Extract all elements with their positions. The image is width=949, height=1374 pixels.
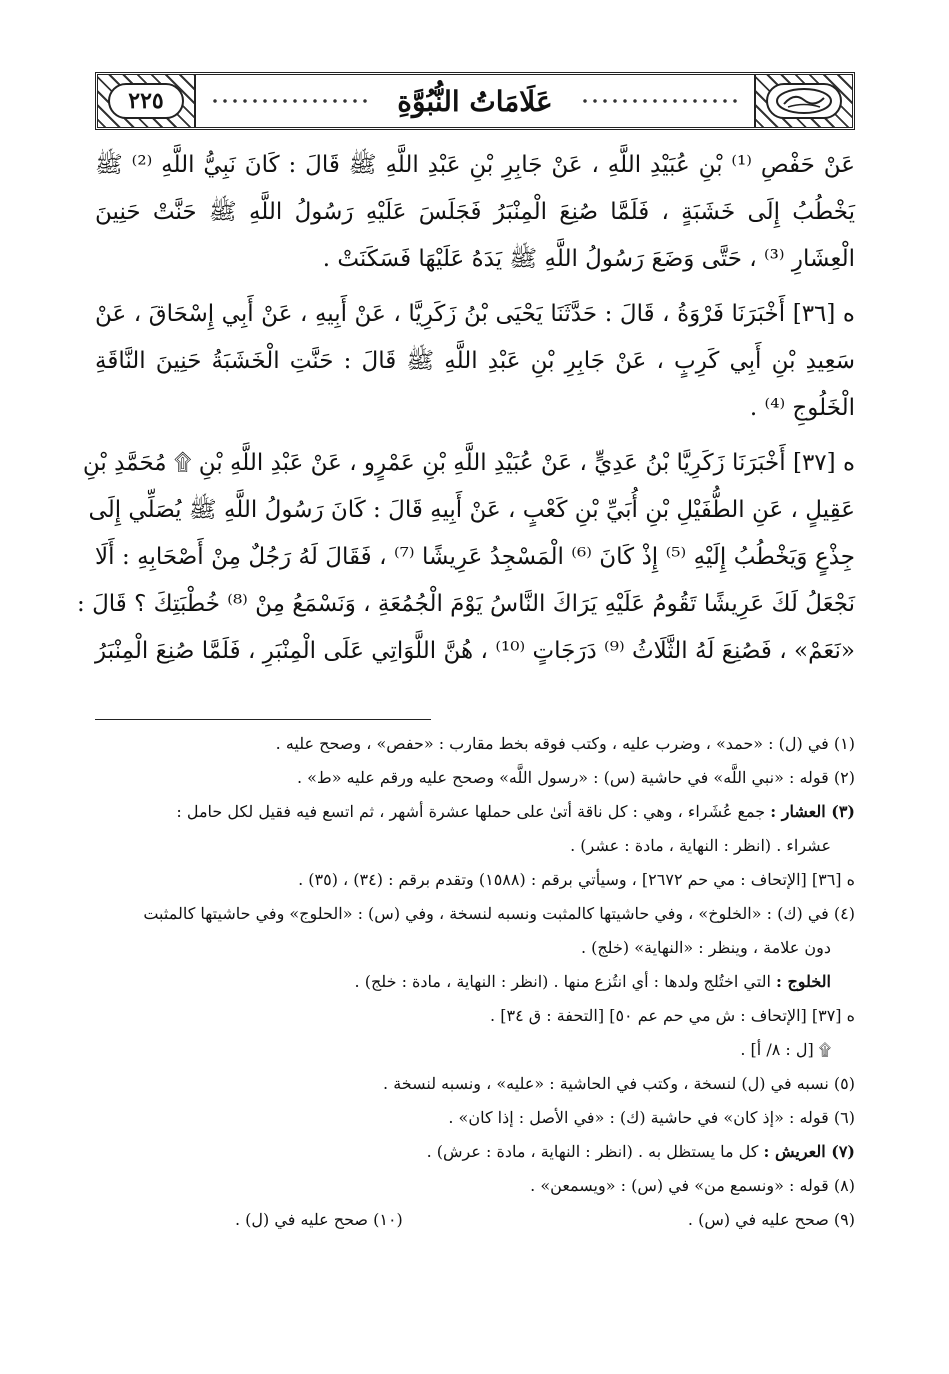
hadith-36 [95,291,855,432]
page-title: عَلَامَاتُ النُّبُوَّةِ [397,84,553,118]
footnotes [95,732,855,1242]
text-line: نَجْعَلُ لَكَ عَرِيشًا تَقُومُ عَلَيْهِ يَرَاكَ النَّاسُ يَوْمَ الْجُمُعَةِ ، وَنَسْمَعُ مِنْ ⁽⁸⁾ خُطْبَتِكَ ؟ قَالَ : [77,591,855,617]
page-header [95,72,855,130]
text-line: الْخَلُوجِ ⁽⁴⁾ . [749,395,855,421]
dotted-ornament [210,96,370,106]
footnote-9: (٩) صحح عليه في (س) . [687,1210,855,1229]
page-number: ٢٢٥ [128,88,164,114]
dotted-ornament [580,96,740,106]
footnote-10: (١٠) صحح عليه في (ل) . [235,1210,403,1229]
footnote-3 [95,800,855,825]
footnote-6: (٦) قوله : «إذ كان» في حاشية (ك) : «في الأصل : إذا كان» . [448,1108,855,1127]
reference-37: ه [٣٧] [الإتحاف : ش مي حم عم ٥٠] [التحفة : ق ٣٤] . [490,1006,855,1025]
text-line: «نَعَمْ» ، فَصُنِعَ لَهُ الثَّلَاثُ ⁽⁹⁾ دَرَجَاتٍ ⁽¹⁰⁾ ، هُنَّ اللَّوَاتِي عَلَى الْمِنْبَرِ ، فَلَمَّا صُنِعَ الْمِنْبَرُ [95,638,855,664]
footnote-7 [95,1140,855,1165]
footnote-term: الخلوج : [775,972,831,991]
footnote-text: كل ما يستظل به . (انظر : النهاية ، مادة : عرش) . [426,1142,759,1161]
seal-frame [766,83,842,119]
reference-37-folio: ۩ [ل : ٨/ أ] . [740,1040,831,1059]
footnote-text: جمع عُشَراء ، وهي : كل ناقة أتىٰ على حملها عشرة أشهر ، ثم اتسع فيه فقيل لكل حامل : [176,802,766,821]
footnote-2: (٢) قوله : «نبي اللَّه» في حاشية (س) : «رسول اللَّه» وصحح عليه ورقم عليه «ط» . [296,768,855,787]
footnote-separator [95,719,431,720]
header-ornament-left [98,75,194,127]
text-line: جِذْعٍ وَيَخْطُبُ إِلَيْهِ ⁽⁵⁾ إِذْ كَانَ ⁽⁶⁾ الْمَسْجِدُ عَرِيشًا ⁽⁷⁾ ، فَقَالَ لَهُ رَجُلٌ مِنْ أَصْحَابِهِ : أَلَا [95,544,855,570]
header-title-zone [194,75,756,127]
header-ornament-right [756,75,852,127]
text-line: عَقِيلٍ ، عَنِ الطُّفَيْلِ بْنِ أُبَيِّ بْنِ كَعْبٍ ، عَنْ أَبِيهِ قَالَ : كَانَ رَسُولُ اللَّهِ ﷺ يُصَلِّي إِلَى [88,497,855,523]
page-number-frame [108,83,184,119]
text-line: ه [٣٦] أَخْبَرَنَا فَرْوَةُ ، قَالَ : حَدَّثَنَا يَحْيَى بْنُ زَكَرِيَّا ، عَنْ أَبِيهِ ، عَنْ أَبِي إِسْحَاقَ ، عَنْ [95,301,855,327]
footnote-5: (٥) نسبه في (ل) لنسخة ، وكتب في الحاشية : «عليه» ، ونسبه لنسخة . [383,1074,855,1093]
paragraph-1 [95,142,855,283]
footnote-3-continued: عشراء . (انظر : النهاية ، مادة : عشر) . [570,836,831,855]
footnotes-9-10 [95,1208,855,1233]
text-line: ه [٣٧] أَخْبَرَنَا زَكَرِيَّا بْنُ عَدِيٍّ ، عَنْ عُبَيْدِ اللَّهِ بْنِ عَمْرٍو ، عَنْ عَبْدِ اللَّهِ بْنِ ۩ مُحَمَّدِ بْنِ [82,450,855,476]
text-line: سَعِيدِ بْنِ أَبِي كَرِبٍ ، عَنْ جَابِرِ بْنِ عَبْدِ اللَّهِ ﷺ قَالَ : حَنَّتِ الْخَشَبَةُ حَنِينَ النَّاقَةِ [95,348,855,374]
footnote-term: (٣) العشار : [770,802,855,821]
hadith-37 [77,440,855,675]
footnote-term: (٧) العريش : [763,1142,855,1161]
seal-logo [768,85,840,117]
footnote-4: (٤) في (ك) : «الخلوخ» ، وفي حاشيتها كالمثبت ونسبه لنسخة ، وفي (س) : «الحلوج» وفي حاشيتها كالمثبت [143,904,855,923]
text-line: الْعِشَارِ ⁽³⁾ ، حَتَّى وَضَعَ رَسُولُ اللَّهِ ﷺ يَدَهُ عَلَيْهَا فَسَكَنَتْ . [322,246,855,272]
footnote-4-continued: دون علامة ، وينظر : «النهاية» (خلج) . [580,938,831,957]
text-line: يَخْطُبُ إِلَى خَشَبَةٍ ، فَلَمَّا صُنِعَ الْمِنْبَرُ فَجَلَسَ عَلَيْهِ رَسُولُ اللَّهِ ﷺ حَنَّتْ حَنِينَ [95,199,855,225]
reference-36: ه [٣٦] [الإتحاف : مي حم ٢٦٧٢] ، وسيأتي برقم : (١٥٨٨) وتقدم برقم : (٣٤) ، (٣٥) . [298,870,855,889]
seal-icon [774,86,834,116]
footnote-8: (٨) قوله : «ونسمع من» في (س) : «ويسمعن» . [530,1176,855,1195]
footnote-1: (١) في (ل) : «حمد» ، وضرب عليه ، وكتب فوقه بخط مقارب : «حفص» ، وصحح عليه . [275,734,855,753]
footnote-4-definition [95,970,855,995]
footnote-text: التي اختُلج ولدها : أي انتُزع منها . (انظر : النهاية ، مادة : خلج) . [354,972,771,991]
text-line: عَنْ حَفْصِ ⁽¹⁾ بْنِ عُبَيْدِ اللَّهِ ، عَنْ جَابِرِ بْنِ عَبْدِ اللَّهِ ﷺ قَالَ : كَانَ نَبِيُّ اللَّهِ ⁽²⁾ ﷺ [95,152,855,178]
main-text [77,142,855,683]
